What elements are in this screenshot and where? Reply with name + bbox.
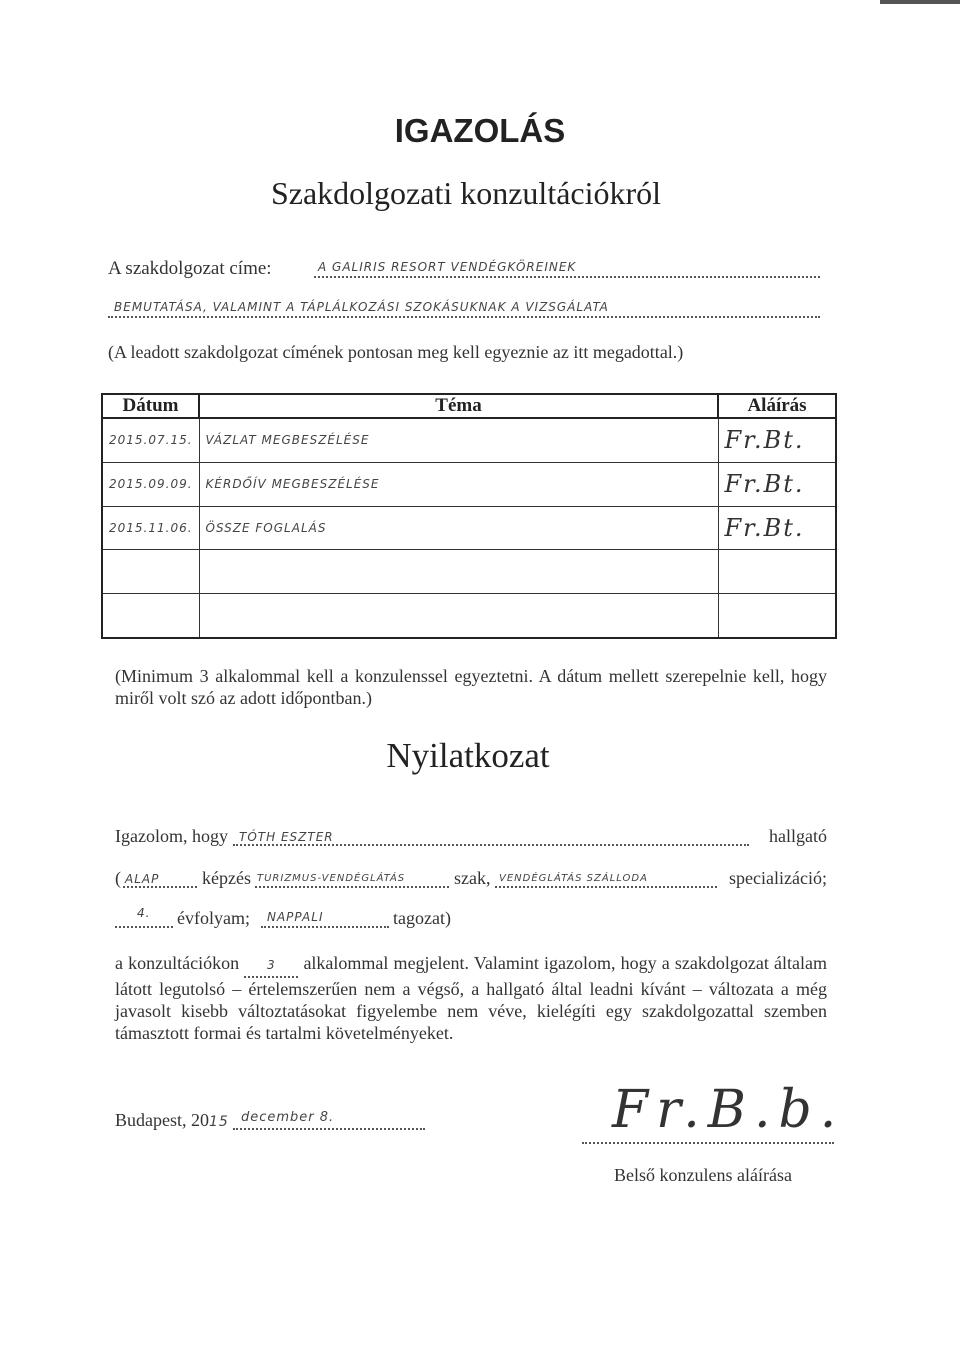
body-text: alkalommal megjelent. Valamint igazolom, hogy a szakdolgozat általam látott legutolsó – értelemszerűen nem a végső, a hallgató által leadni kívánt – változata a még javasolt kisebb változtatásokat figyelembe nem véve, kielégíti egy szakdolgozattal szemben támasztott formai és tartalmi követelményeket. xyxy=(115,953,828,1043)
dotted-line xyxy=(261,926,389,928)
training-row xyxy=(115,868,827,892)
table-row xyxy=(102,462,836,506)
tagozat-label: tagozat) xyxy=(393,908,451,928)
place-label: Budapest, 20 xyxy=(115,1110,209,1130)
thesis-note: (A leadott szakdolgozat címének pontosan meg kell egyeznie az itt megadottal.) xyxy=(108,342,684,362)
times-handwritten: 3 xyxy=(266,958,276,972)
row-topic: ÖSSZE FOGLALÁS xyxy=(199,506,718,550)
mode-handwritten: NAPPALI xyxy=(267,910,324,924)
open-paren: ( xyxy=(115,868,121,888)
signature-caption: Belső konzulens aláírása xyxy=(614,1165,792,1185)
declaration-body xyxy=(115,952,827,1044)
row-topic: KÉRDŐÍV MEGBESZÉLÉSE xyxy=(199,462,718,506)
top-edge-line xyxy=(880,0,960,4)
kepzes-label: képzés xyxy=(199,868,254,889)
student-row xyxy=(115,826,827,850)
evfolyam-label: évfolyam; xyxy=(177,908,250,928)
row-date: 2015.07.15. xyxy=(102,418,199,462)
document-title: IGAZOLÁS xyxy=(394,112,566,149)
declaration-heading: Nyilatkozat xyxy=(386,736,550,775)
header-topic: Téma xyxy=(199,394,718,418)
consultation-table xyxy=(101,393,837,639)
specialization-handwritten: VENDÉGLÁTÁS SZÁLLODA xyxy=(499,873,648,884)
szak-label: szak, xyxy=(451,868,493,889)
row-topic xyxy=(199,594,718,638)
dotted-line xyxy=(233,844,749,846)
year-row xyxy=(115,908,475,932)
thesis-title-handwritten-1: A GALIRIS RESORT VENDÉGKÖREINEK xyxy=(318,260,577,274)
signature-line xyxy=(582,1142,834,1144)
table-row xyxy=(102,506,836,550)
hallgato-label: hallgató xyxy=(769,826,827,846)
place-date-row xyxy=(115,1110,425,1134)
thesis-title-handwritten-2: BEMUTATÁSA, VALAMINT A TÁPLÁLKOZÁSI SZOKÁSUKNAK A VIZSGÁLATA xyxy=(114,300,609,314)
row-topic xyxy=(199,550,718,594)
student-name-handwritten: TÓTH ESZTER xyxy=(239,830,334,844)
dotted-line xyxy=(108,316,820,318)
header-date: Dátum xyxy=(102,394,199,418)
row-date xyxy=(102,550,199,594)
major-handwritten: TURIZMUS-VENDÉGLÁTÁS xyxy=(257,873,406,884)
consultant-signature: Fr.B.b. xyxy=(612,1080,845,1140)
document-subtitle: Szakdolgozati konzultációkról xyxy=(270,175,662,211)
training-type-handwritten: ALAP xyxy=(125,872,160,886)
thesis-title-row-2 xyxy=(108,298,820,322)
specializacio-label: specializáció; xyxy=(729,868,827,888)
minimum-note: (Minimum 3 alkalommal kell a konzulenssel egyeztetni. A dátum mellett szerepelnie kell, hogy miről volt szó az adott időpontban.) xyxy=(115,666,827,708)
table-row xyxy=(102,594,836,638)
konzultaciokon-label: a konzultációkon xyxy=(115,953,240,973)
row-signature: Fr.Bt. xyxy=(718,462,836,506)
row-signature: Fr.Bt. xyxy=(718,418,836,462)
row-signature xyxy=(718,550,836,594)
thesis-label: A szakdolgozat címe: xyxy=(108,258,272,279)
row-date xyxy=(102,594,199,638)
row-date: 2015.11.06. xyxy=(102,506,199,550)
row-date: 2015.09.09. xyxy=(102,462,199,506)
date-handwritten: december 8. xyxy=(241,1110,335,1125)
year-handwritten: 4. xyxy=(137,906,151,920)
thesis-title-row xyxy=(108,258,820,282)
table-row xyxy=(102,418,836,462)
header-signature: Aláírás xyxy=(718,394,836,418)
row-signature: Fr.Bt. xyxy=(718,506,836,550)
igazolom-label: Igazolom, hogy xyxy=(115,826,228,846)
row-signature xyxy=(718,594,836,638)
year-suffix-handwritten: 15 xyxy=(209,1114,229,1130)
dotted-line xyxy=(314,276,820,278)
dotted-line xyxy=(115,926,173,928)
times-field xyxy=(244,952,298,978)
dotted-line xyxy=(233,1128,425,1130)
row-topic: VÁZLAT MEGBESZÉLÉSE xyxy=(199,418,718,462)
table-row xyxy=(102,550,836,594)
